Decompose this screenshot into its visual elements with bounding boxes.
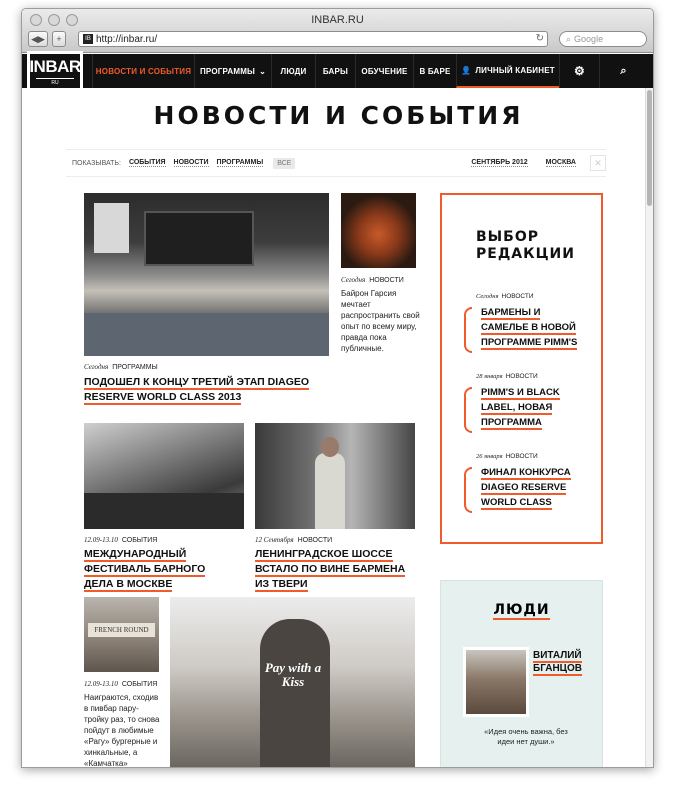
nav-item-education[interactable]: ОБУЧЕНИЕ	[355, 54, 413, 88]
page-title: НОВОСТИ И СОБЫТИЯ	[153, 101, 524, 130]
article-meta: Сегодня ПРОГРАММЫ	[84, 363, 158, 371]
filter-events[interactable]: СОБЫТИЯ	[128, 159, 166, 166]
article-title[interactable]: ЛЕНИНГРАДСКОЕ ШОССЕ ВСТАЛО ПО ВИНЕ БАРМЕНА ИЗ ТВЕРИ	[255, 548, 406, 590]
article-title[interactable]: МЕЖДУНАРОДНЫЙ ФЕСТИВАЛЬ БАРНОГО ДЕЛА В МОСКВЕ	[84, 548, 206, 590]
article-excerpt: Байрон Гарсия мечтает распространить свой опыт по всему миру, правда пока публичные.	[341, 289, 420, 353]
person-name[interactable]: ВИТАЛИЙ БГАНЦОВ	[533, 650, 582, 674]
editors-item-link[interactable]: ФИНАЛ КОНКУРСА DIAGEO RESERVE WORLD CLASS	[481, 467, 571, 508]
article-burger-photo[interactable]	[341, 193, 416, 268]
article-festival-photo[interactable]	[84, 423, 244, 529]
site-favicon-icon: IB	[83, 34, 93, 44]
article-shosse-photo[interactable]	[255, 423, 415, 529]
editors-choice-panel	[440, 193, 603, 544]
article-pub-photo[interactable]: FRENCH ROUND	[84, 597, 159, 672]
article-meta: Сегодня НОВОСТИ	[341, 276, 404, 284]
history-buttons	[28, 31, 66, 47]
browser-window	[21, 8, 654, 768]
filter-news[interactable]: НОВОСТИ	[173, 159, 209, 166]
filter-right-group	[463, 159, 576, 167]
brace-decoration	[464, 387, 472, 433]
add-bookmark-button[interactable]: +	[52, 31, 66, 47]
address-bar[interactable]	[78, 31, 548, 47]
search-icon: ⌕	[566, 33, 572, 44]
editors-item-meta: 28 января НОВОСТИ	[476, 373, 538, 380]
scrollbar-thumb[interactable]	[647, 90, 652, 206]
nav-item-people[interactable]: ЛЮДИ	[271, 54, 315, 88]
reload-icon[interactable]: ↻	[535, 33, 544, 44]
editors-item-link[interactable]: БАРМЕНЫ И САМЕЛЬЕ В НОВОЙ ПРОГРАММЕ PIMM'S	[481, 307, 578, 348]
people-panel	[440, 580, 603, 768]
article-kiss-photo[interactable]	[170, 597, 415, 768]
logo-text: INBAR	[29, 56, 81, 76]
main-navigation	[22, 54, 654, 88]
nav-item-personal-cabinet[interactable]: 👤 ЛИЧНЫЙ КАБИНЕТ	[456, 54, 559, 88]
url-text: http://inbar.ru/	[96, 33, 158, 45]
person-photo[interactable]	[463, 647, 529, 717]
article-meta: 12 Сентября НОВОСТИ	[255, 536, 333, 544]
browser-toolbar	[22, 9, 653, 53]
editors-item-link[interactable]: PIMM'S И BLACK LABEL, НОВАЯ ПРОГРАММА	[481, 387, 560, 428]
site-logo[interactable]	[27, 51, 83, 91]
filter-month[interactable]: СЕНТЯБРЬ 2012	[471, 159, 528, 166]
nav-item-programs[interactable]: ПРОГРАММЫ ⌄	[194, 54, 271, 88]
chevron-down-icon: ⌄	[259, 66, 266, 76]
search-icon[interactable]: ⌕	[599, 54, 647, 88]
logo-subtext: RU	[36, 78, 74, 86]
nav-item-news-events[interactable]: НОВОСТИ И СОБЫТИЯ	[92, 54, 194, 88]
filter-label: ПОКАЗЫВАТЬ:	[72, 159, 121, 167]
article-bar-photo[interactable]	[84, 193, 329, 356]
editors-choice-title: ВЫБОР РЕДАКЦИИ	[476, 229, 575, 262]
brace-decoration	[464, 307, 472, 353]
nav-item-in-bar[interactable]: В БАРЕ	[413, 54, 456, 88]
filter-bar	[66, 149, 606, 177]
article-meta: 12.09-13.10 СОБЫТИЯ	[84, 536, 158, 544]
person-quote: «Идея очень важна, без идеи нет души.»	[484, 727, 568, 746]
filter-close-icon[interactable]: ✕	[590, 155, 606, 171]
window-title: INBAR.RU	[311, 14, 364, 26]
editors-item-meta: 26 января НОВОСТИ	[476, 453, 538, 460]
article-title[interactable]: ПОДОШЕЛ К КОНЦУ ТРЕТИЙ ЭТАП DIAGEO RESERVE WORLD CLASS 2013	[84, 376, 310, 403]
brace-decoration	[464, 467, 472, 513]
search-field[interactable]	[559, 31, 647, 47]
settings-gear-icon[interactable]: ⚙	[559, 54, 599, 88]
filter-programs[interactable]: ПРОГРАММЫ	[216, 159, 264, 166]
filter-city[interactable]: МОСКВА	[545, 159, 576, 166]
nav-item-bars[interactable]: БАРЫ	[315, 54, 355, 88]
search-placeholder: Google	[574, 34, 604, 44]
filter-all[interactable]: ВСЕ	[273, 158, 295, 169]
editors-item-meta: Сегодня НОВОСТИ	[476, 293, 534, 300]
back-forward-button[interactable]: ◀▶	[28, 31, 48, 47]
user-icon: 👤	[461, 65, 472, 75]
scrollbar[interactable]	[645, 88, 653, 768]
article-meta: 12.09-13.10 СОБЫТИЯ	[84, 680, 158, 688]
kiss-overlay-text: Pay with a Kiss	[264, 660, 322, 689]
people-title: ЛЮДИ	[493, 602, 550, 618]
article-excerpt: Наиграются, сходив в пивбар пару-тройку раз, то снова пойдут в любимые «Рагу» бургерные и хинкальные, а «Камчатка»	[84, 693, 160, 768]
